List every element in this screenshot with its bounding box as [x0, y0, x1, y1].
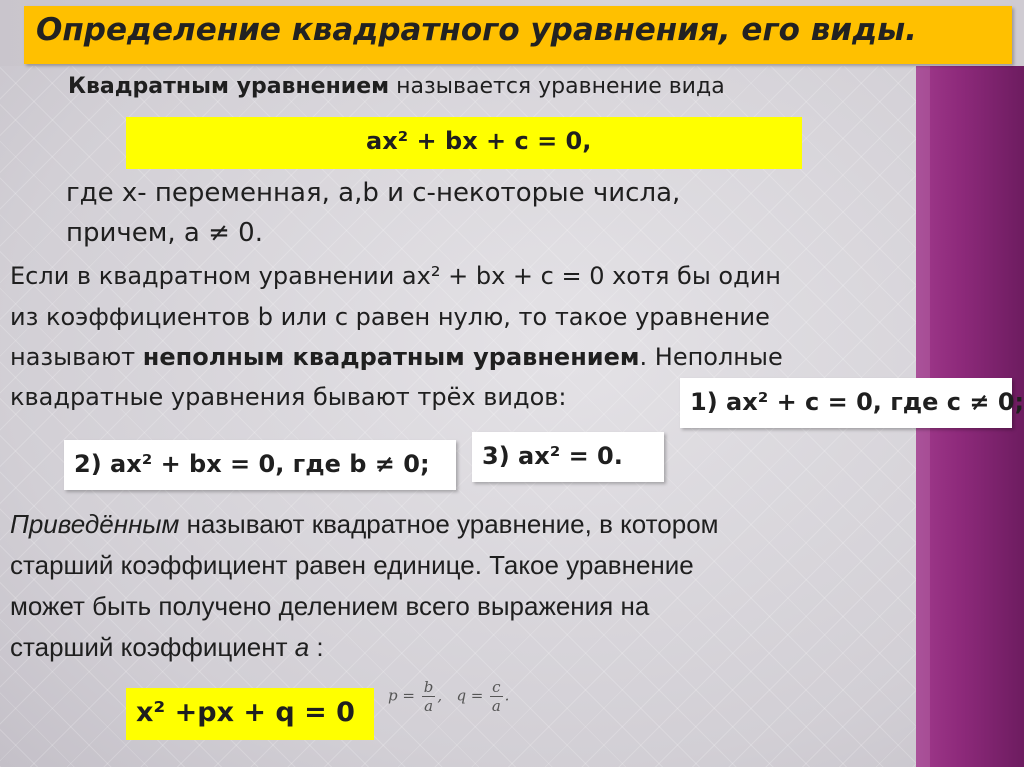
- q-numerator: c: [492, 678, 501, 696]
- type-3: 3) ax² = 0.: [482, 442, 623, 470]
- q-denominator: a: [491, 697, 501, 715]
- reduced-equation: x² +px + q = 0: [136, 697, 355, 728]
- pq-separator: ,: [437, 686, 443, 705]
- type-2-box: [64, 440, 456, 490]
- where-line-1: где x- переменная, a,b и c-некоторые числа,: [66, 178, 681, 208]
- p-fraction: [422, 678, 436, 715]
- definition-term: Квадратным уравнением: [68, 74, 390, 99]
- type-2: 2) ax² + bx = 0, где b ≠ 0;: [74, 450, 430, 478]
- reduced-equation-box: [126, 688, 374, 740]
- reduced-line-2: старший коэффициент равен единице. Такое уравнение: [10, 550, 694, 580]
- definition-rest: называется уравнение вида: [389, 74, 725, 99]
- reduced-line-4: [10, 632, 324, 663]
- incomplete-line-4: квадратные уравнения бывают трёх видов:: [10, 383, 567, 411]
- p-denominator: a: [424, 697, 434, 715]
- p-numerator: b: [423, 678, 434, 696]
- reduced-var-a: a: [294, 632, 310, 662]
- type-1-box: [680, 378, 1024, 428]
- reduced-term: Приведённым: [10, 509, 180, 539]
- where-line-2: причем, a ≠ 0.: [66, 218, 263, 248]
- incomplete-term: неполным квадратным уравнением: [142, 343, 640, 371]
- main-equation: ax² + bx + c = 0,: [366, 127, 592, 155]
- incomplete-line-3-pre: называют: [10, 343, 143, 371]
- pq-end: .: [504, 686, 510, 705]
- p-label: p =: [388, 686, 415, 705]
- reduced-line-1: [10, 509, 719, 540]
- incomplete-line-3-post: . Неполные: [639, 343, 783, 371]
- slide-title: Определение квадратного уравнения, его виды.: [36, 12, 917, 48]
- incomplete-line-2: из коэффициентов b или c равен нулю, то такое уравнение: [10, 303, 770, 331]
- q-label: q =: [456, 686, 484, 705]
- incomplete-line-1: Если в квадратном уравнении ax² + bx + c = 0 хотя бы один: [10, 262, 781, 290]
- type-1: 1) ax² + c = 0, где c ≠ 0;: [690, 388, 1024, 416]
- q-fraction: [490, 678, 502, 715]
- main-equation-box: [126, 117, 802, 169]
- type-3-box: [472, 432, 664, 482]
- incomplete-line-3: [10, 343, 783, 371]
- reduced-line-3: может быть получено делением всего выражения на: [10, 591, 650, 621]
- pq-formula: [388, 678, 509, 715]
- definition-line: [68, 74, 725, 99]
- reduced-line-4-pre: старший коэффициент: [10, 632, 295, 662]
- reduced-line-4-post: :: [309, 632, 324, 662]
- reduced-line-1-rest: называют квадратное уравнение, в котором: [179, 509, 719, 539]
